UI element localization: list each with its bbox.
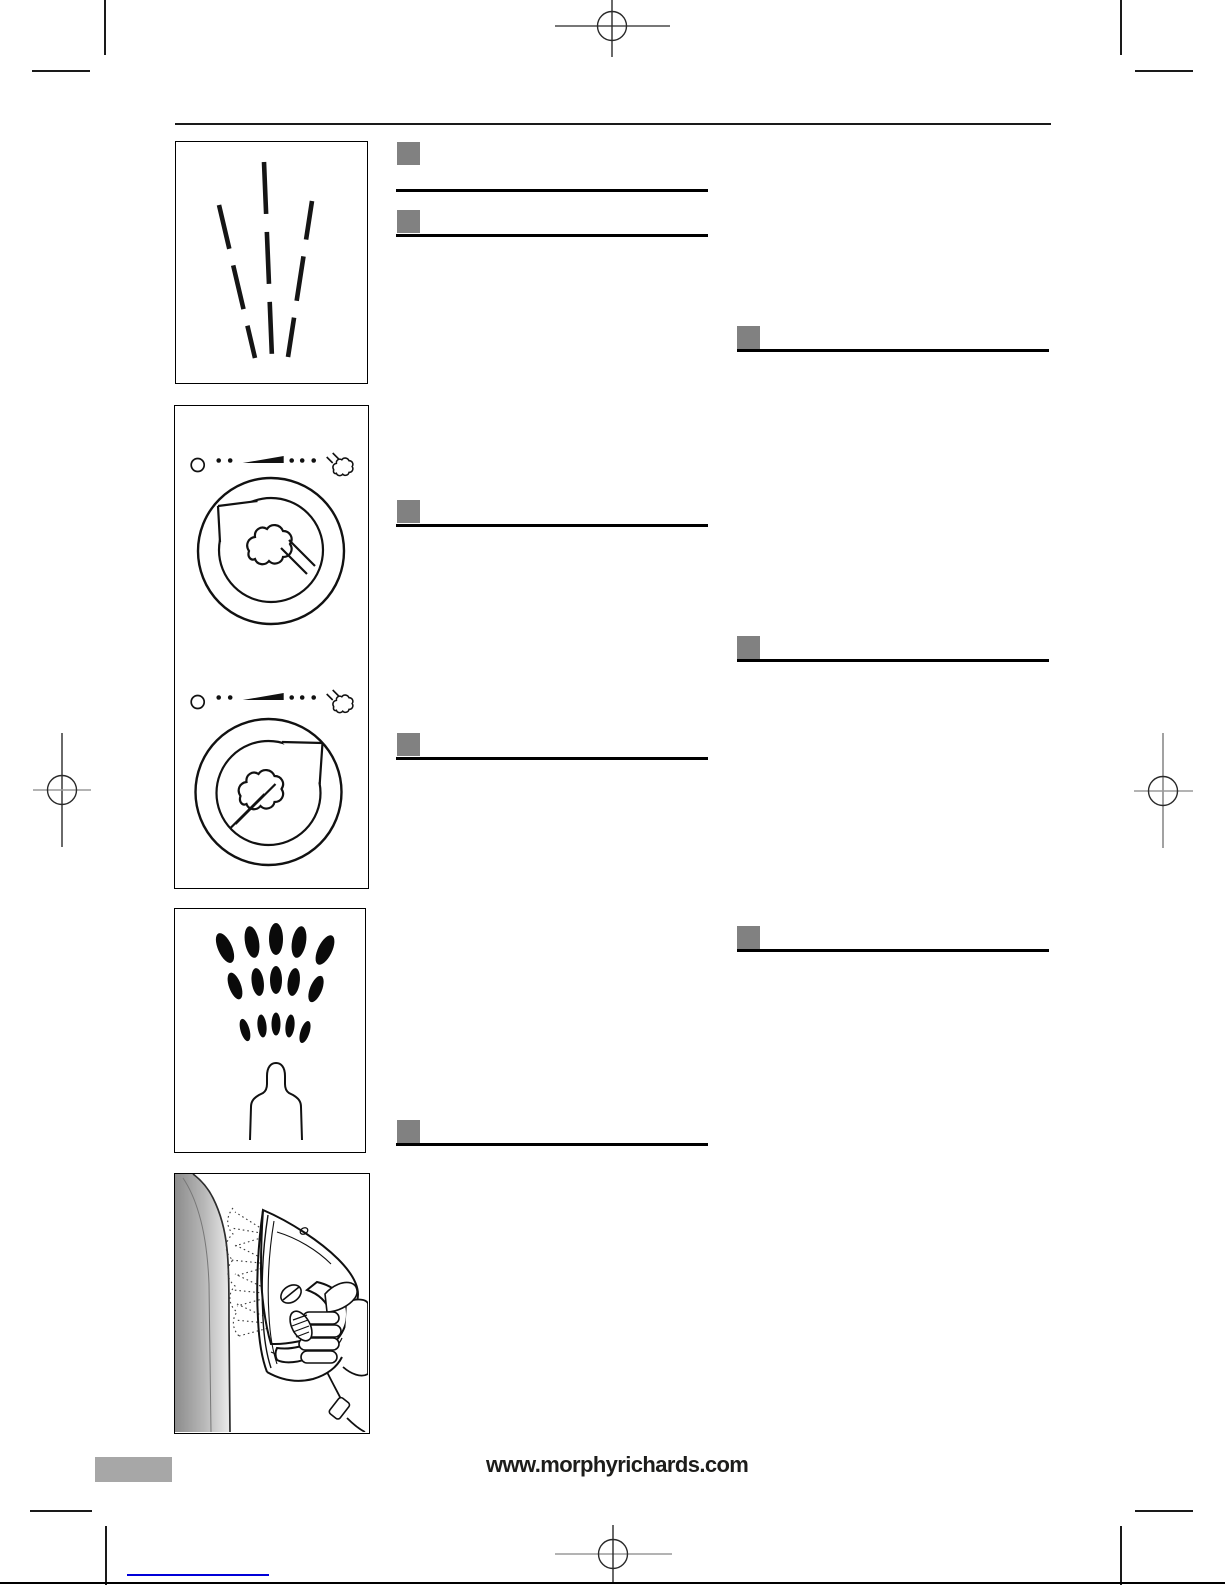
section-rule <box>737 659 1049 662</box>
steam-dial-icon <box>175 406 367 886</box>
section-marker-square <box>397 500 420 523</box>
figure-spray-jet-box <box>175 141 368 384</box>
steam-flow-lines <box>231 784 276 828</box>
dial-pointer-upper-right <box>191 690 353 865</box>
figure-steam-dial-box <box>174 405 369 889</box>
section-marker-square <box>397 210 420 233</box>
dial-pointer-upper-left <box>191 453 353 624</box>
steam-cloud-symbol <box>247 525 291 564</box>
iron-illustration <box>257 1210 368 1432</box>
droplet-row-top <box>212 923 338 967</box>
steam-level-indicator-row <box>191 690 353 713</box>
page-number-box <box>95 1457 172 1482</box>
registration-mark-bottom-center <box>545 1520 680 1585</box>
spray-lines-icon <box>176 142 366 382</box>
section-marker-square <box>397 1120 420 1143</box>
garment-illustration <box>175 1174 230 1432</box>
registration-mark-left-middle <box>20 726 105 851</box>
footer-website-url: www.morphyrichards.com <box>486 1452 749 1477</box>
steam-cloud-symbol <box>239 770 283 809</box>
steam-level-indicator-row <box>191 453 353 476</box>
page-top-rule <box>175 123 1051 125</box>
droplet-row-bottom <box>238 1013 313 1045</box>
crop-mark-top-left-horizontal <box>32 70 90 72</box>
page-bottom-edge <box>0 1582 1225 1584</box>
figure-vertical-steaming-box <box>174 1173 370 1434</box>
section-marker-square <box>737 326 760 349</box>
registration-mark-right-middle <box>1125 726 1205 853</box>
spray-line-center <box>264 162 272 358</box>
section-marker-square <box>737 926 760 949</box>
figure-spray-droplets-box <box>174 908 366 1153</box>
section-marker-square <box>397 142 420 165</box>
vertical-steaming-iron-icon <box>175 1174 368 1432</box>
crop-mark-top-right-horizontal <box>1135 70 1193 72</box>
spray-line-right <box>288 201 312 357</box>
hyperlink-underline[interactable] <box>127 1574 269 1576</box>
section-rule <box>396 189 708 192</box>
spray-nozzle-outline <box>250 1063 302 1140</box>
spray-droplets-icon <box>175 909 364 1151</box>
crop-mark-bottom-left-horizontal <box>30 1510 92 1512</box>
section-marker-square <box>737 636 760 659</box>
section-rule <box>396 234 708 237</box>
section-rule <box>396 1143 708 1146</box>
cord-plug <box>328 1396 351 1420</box>
section-rule <box>396 524 708 527</box>
section-rule <box>737 949 1049 952</box>
crop-mark-bottom-right-horizontal <box>1135 1510 1193 1512</box>
crop-mark-bottom-left-vertical <box>105 1526 107 1585</box>
spray-line-left <box>219 205 255 358</box>
section-marker-square <box>397 733 420 756</box>
crop-mark-bottom-right-vertical <box>1120 1526 1122 1585</box>
registration-mark-top-center <box>545 0 680 65</box>
power-cord <box>327 1372 365 1432</box>
section-rule <box>396 757 708 760</box>
section-rule <box>737 349 1049 352</box>
crop-mark-top-left-vertical <box>104 0 106 55</box>
droplet-row-middle <box>225 966 327 1004</box>
crop-mark-top-right-vertical <box>1120 0 1122 55</box>
